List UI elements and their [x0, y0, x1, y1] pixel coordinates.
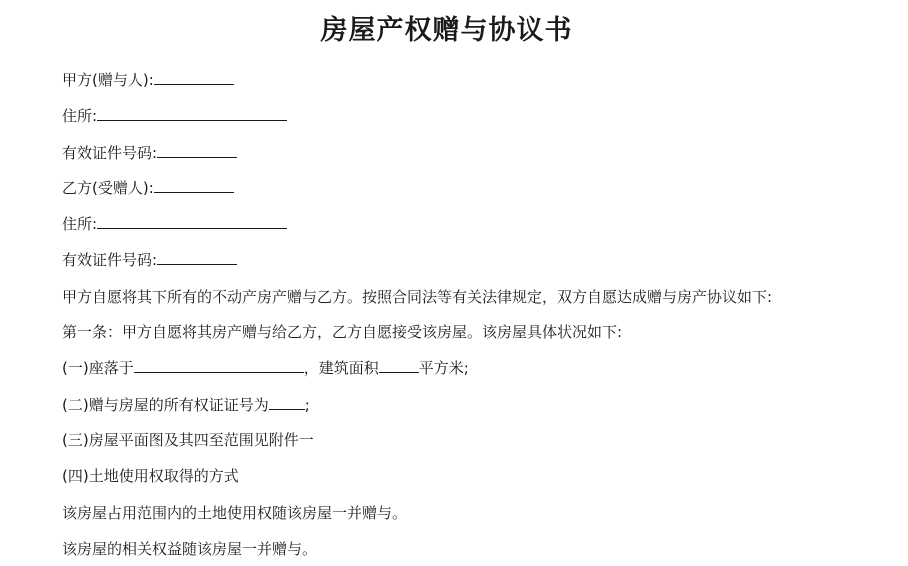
article-one: 第一条：甲方自愿将其房产赠与给乙方，乙方自愿接受该房屋。该房屋具体状况如下:: [62, 323, 623, 341]
document-title: 房屋产权赠与协议书: [320, 15, 573, 46]
paragraph-related-rights: 该房屋的相关权益随该房屋一并赠与。: [62, 540, 318, 558]
party-a-address-label: 住所:: [62, 107, 98, 125]
party-b-id-line: [62, 250, 237, 270]
intro-paragraph: 甲方自愿将其下所有的不动产房产赠与乙方。按照合同法等有关法律规定，双方自愿达成赠与房产协议如下:: [62, 288, 773, 306]
party-a-blank: [154, 70, 234, 85]
item-one-suffix: 平方米;: [418, 359, 469, 377]
party-b-address-blank: [97, 214, 287, 229]
item-one-prefix: (一)座落于: [62, 359, 134, 377]
party-a-id-line: [62, 143, 237, 163]
party-b-label: 乙方(受赠人):: [62, 179, 154, 197]
item-two-suffix: ;: [304, 396, 310, 414]
item-one-line: [62, 358, 469, 378]
paragraph-land-use: 该房屋占用范围内的土地使用权随该房屋一并赠与。: [62, 504, 408, 522]
area-blank: [379, 358, 419, 373]
location-blank: [134, 358, 304, 373]
party-a-label: 甲方(赠与人):: [62, 71, 154, 89]
item-two-line: [62, 395, 310, 415]
party-a-id-blank: [157, 143, 237, 158]
party-b-id-label: 有效证件号码:: [62, 251, 158, 269]
party-b-line: [62, 178, 234, 198]
party-b-address-line: [62, 214, 287, 234]
certificate-number-blank: [269, 395, 305, 410]
party-a-id-label: 有效证件号码:: [62, 144, 158, 162]
party-b-address-label: 住所:: [62, 215, 98, 233]
party-a-address-line: [62, 106, 287, 126]
item-four: (四)土地使用权取得的方式: [62, 467, 239, 485]
item-one-middle: ，建筑面积: [303, 359, 379, 377]
item-three: (三)房屋平面图及其四至范围见附件一: [62, 431, 314, 449]
party-a-line: [62, 70, 234, 90]
party-b-id-blank: [157, 250, 237, 265]
item-two-prefix: (二)赠与房屋的所有权证证号为: [62, 396, 269, 414]
party-b-blank: [154, 178, 234, 193]
party-a-address-blank: [97, 106, 287, 121]
